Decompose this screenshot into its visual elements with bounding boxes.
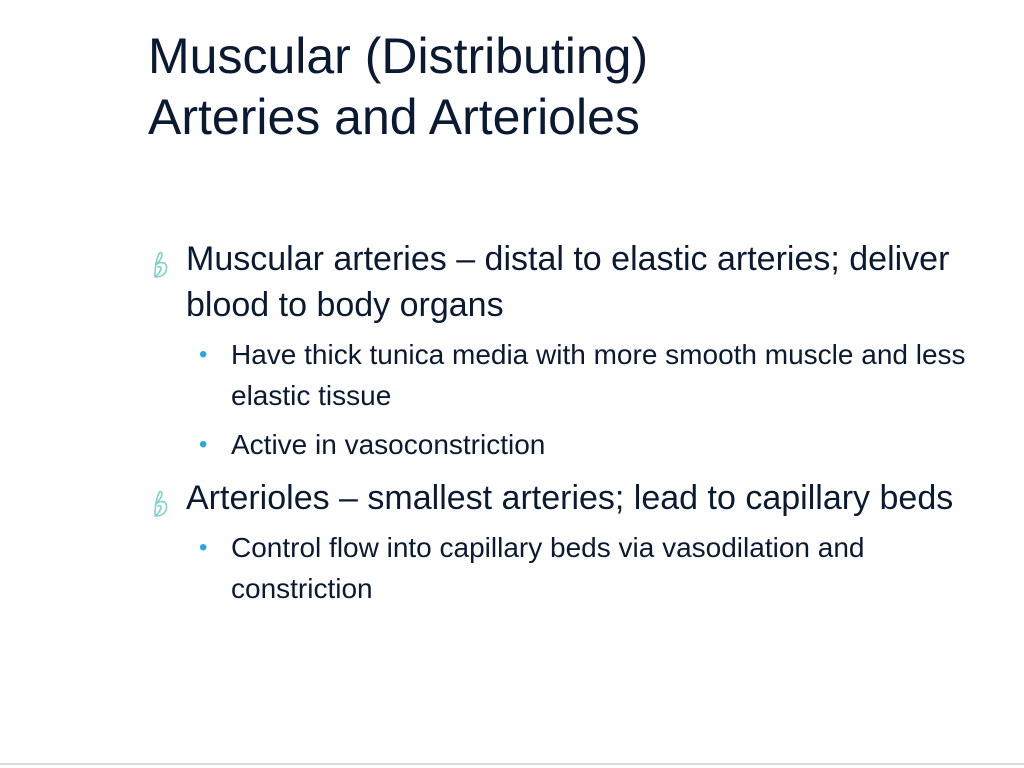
dot-bullet-icon: • <box>199 341 208 368</box>
dot-bullet-icon: • <box>199 534 208 561</box>
subpoint-text: Control flow into capillary beds via vasodilation and constriction <box>231 532 865 604</box>
subpoint-text: Have thick tunica media with more smooth muscle and less elastic tissue <box>231 339 966 411</box>
slide-body <box>148 236 998 609</box>
dot-bullet-icon: • <box>199 431 208 458</box>
title-line-1: Muscular (Distributing) <box>148 28 649 84</box>
leaf-bullet-icon <box>148 489 174 519</box>
slide-title <box>148 26 968 148</box>
bullet-text: Arterioles – smallest arteries; lead to capillary beds <box>186 479 954 517</box>
bullet-point-muscular-arteries <box>148 236 998 328</box>
subpoint-vasoconstriction <box>199 424 998 465</box>
subpoint-thick-tunica-media <box>199 334 998 416</box>
bottom-divider <box>0 763 1024 765</box>
bullet-text: Muscular arteries – distal to elastic arteries; deliver blood to body organs <box>186 240 950 324</box>
subpoint-control-flow <box>199 527 998 609</box>
leaf-bullet-icon <box>148 250 174 280</box>
subpoint-text: Active in vasoconstriction <box>231 429 546 460</box>
bullet-point-arterioles <box>148 475 998 521</box>
title-line-2: Arteries and Arterioles <box>148 89 640 145</box>
